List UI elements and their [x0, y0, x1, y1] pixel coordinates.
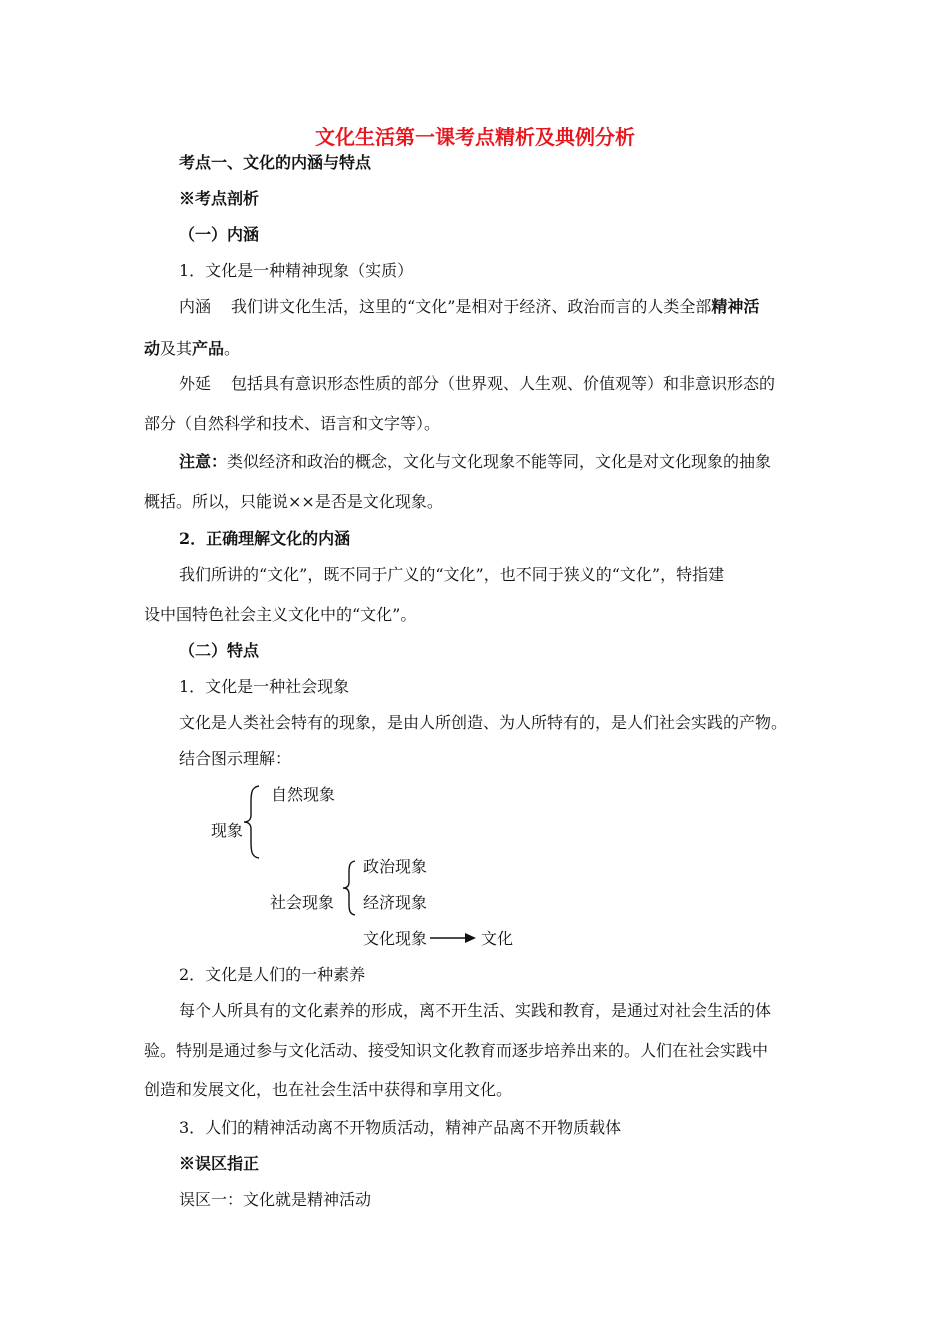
feature-3-heading: 3．人们的精神活动离不开物质活动，精神产品离不开物质载体 — [179, 1118, 622, 1137]
feature-2-heading: 2．文化是人们的一种素养 — [179, 965, 366, 984]
analysis-heading: ※考点剖析 — [179, 189, 260, 208]
point-1-heading: 1．文化是一种精神现象（实质） — [179, 261, 414, 280]
connotation-text: 我们讲文化生活，这里的“文化”是相对于经济、政治而言的人类全部 — [231, 297, 712, 316]
emphasis-spiritual-activity: 精神活 — [711, 297, 760, 316]
diagram-natural-phenomena: 自然现象 — [271, 785, 336, 804]
extension-label: 外延 — [179, 374, 212, 393]
mistakes-heading: ※误区指正 — [179, 1154, 260, 1173]
feature-2-text-line2: 验。特别是通过参与文化活动、接受知识文化教育而逐步培养出来的。人们在社会实践中 — [144, 1041, 769, 1060]
diagram-political-phenomena: 政治现象 — [363, 857, 428, 876]
feature-2-text-line1: 每个人所具有的文化素养的形成，离不开生活、实践和教育，是通过对社会生活的体 — [179, 1001, 772, 1020]
note-paragraph-line1 — [179, 452, 771, 472]
feature-2-text-line3: 创造和发展文化，也在社会生活中获得和享用文化。 — [144, 1080, 513, 1099]
note-label: 注意： — [179, 452, 228, 471]
section-heading: 考点一、文化的内涵与特点 — [179, 153, 372, 172]
connotation-label: 内涵 — [179, 297, 212, 316]
note-paragraph-line2: 概括。所以，只能说××是否是文化现象。 — [144, 492, 443, 511]
diagram-social-phenomena: 社会现象 — [270, 893, 335, 912]
diagram-brace-large — [241, 784, 263, 860]
extension-paragraph-line2: 部分（自然科学和技术、语言和文字等）。 — [144, 414, 441, 433]
subsection-heading-features: （二）特点 — [179, 641, 260, 660]
connotation-paragraph-line1 — [179, 297, 759, 317]
diagram-brace-small — [340, 859, 358, 917]
connotation-text-2: 及其 — [160, 339, 193, 358]
diagram-root-phenomena: 现象 — [211, 821, 244, 840]
diagram-arrow — [429, 930, 477, 946]
point-2-heading: 2．正确理解文化的内涵 — [179, 529, 351, 548]
connotation-end: 。 — [224, 339, 241, 358]
diagram-culture: 文化 — [481, 929, 514, 948]
diagram-cultural-phenomena: 文化现象 — [363, 929, 428, 948]
diagram-intro: 结合图示理解： — [179, 749, 292, 768]
subsection-heading-connotation: （一）内涵 — [179, 225, 260, 244]
point-2-text-line1: 我们所讲的“文化”，既不同于广义的“文化”，也不同于狭义的“文化”，特指建 — [179, 565, 725, 584]
extension-paragraph-line1 — [179, 374, 775, 394]
document-title: 文化生活第一课考点精析及典例分析 — [315, 125, 635, 149]
emphasis-products: 产品 — [192, 339, 225, 358]
mistake-1: 误区一：文化就是精神活动 — [179, 1190, 372, 1209]
feature-1-heading: 1．文化是一种社会现象 — [179, 677, 350, 696]
diagram-economic-phenomena: 经济现象 — [363, 893, 428, 912]
point-2-text-line2: 设中国特色社会主义文化中的“文化”。 — [144, 605, 417, 624]
feature-1-text: 文化是人类社会特有的现象，是由人所创造、为人所特有的，是人们社会实践的产物。 — [179, 713, 788, 732]
extension-text: 包括具有意识形态性质的部分（世界观、人生观、价值观等）和非意识形态的 — [231, 374, 776, 393]
connotation-paragraph-line2 — [144, 339, 240, 359]
note-text: 类似经济和政治的概念，文化与文化现象不能等同，文化是对文化现象的抽象 — [227, 452, 772, 471]
emphasis-activity-end: 动 — [144, 339, 161, 358]
